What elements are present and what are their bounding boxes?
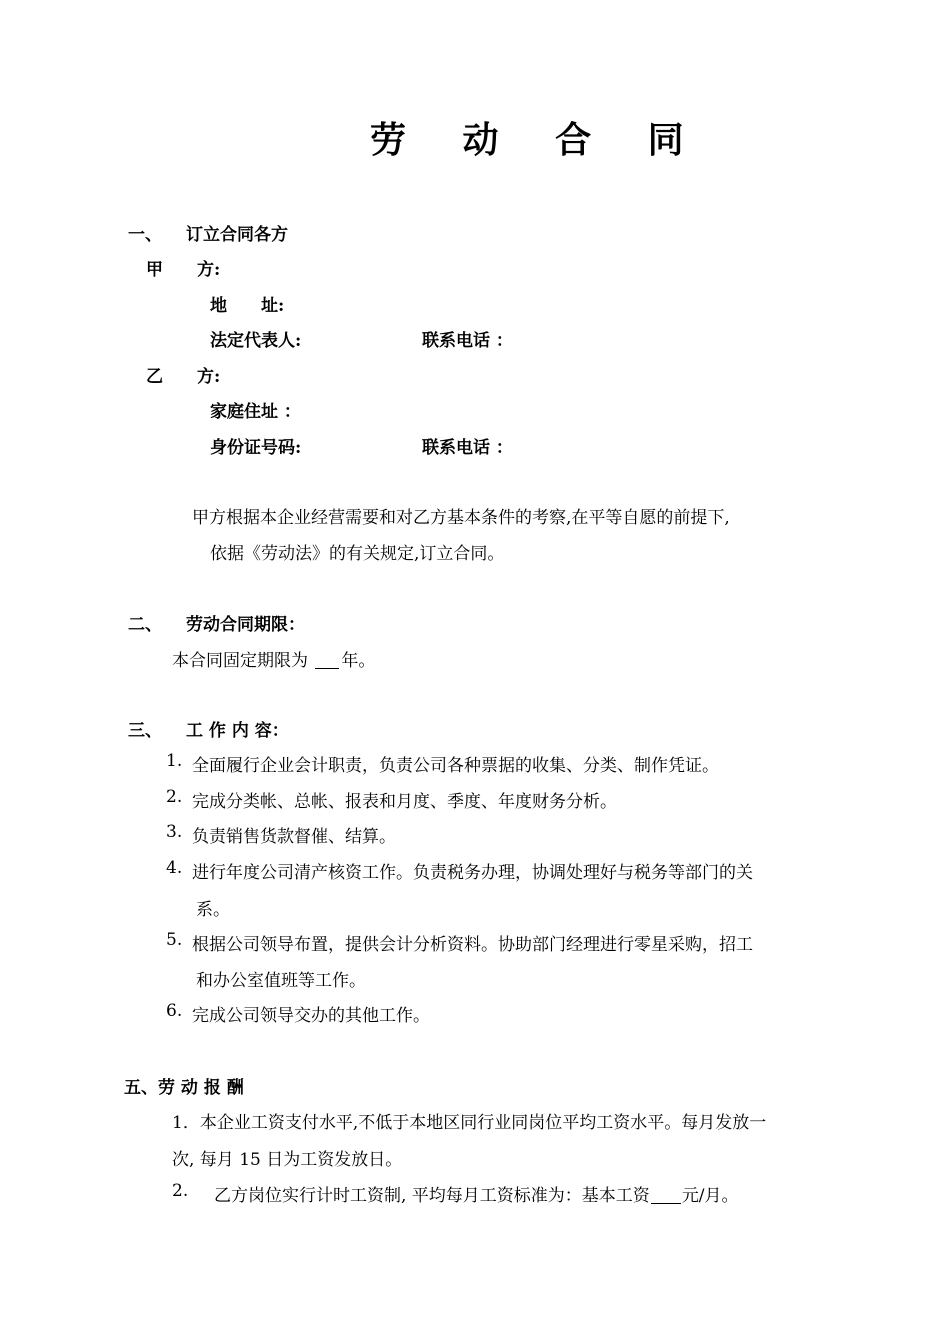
party-b-phone-label: 联系电话 ： xyxy=(422,438,513,458)
duty-item-5-continuation: 和办公室值班等工作。 xyxy=(196,971,366,991)
duty-item-2-text: 完成分类帐、总帐、报表和月度、季度、年度财务分析。 xyxy=(192,792,617,812)
intro-line-1: 甲方根据本企业经营需要和对乙方基本条件的考察,在平等自愿的前提下, xyxy=(192,508,730,528)
duty-item-5-number: 5. xyxy=(166,930,183,950)
section1-heading: 订立合同各方 xyxy=(186,225,288,245)
pay-item-2-prefix: 乙方岗位实行计时工资制, 平均每月工资标准为：基本工资 xyxy=(214,1186,650,1206)
party-a-label: 甲 方: xyxy=(146,260,221,280)
section5-heading: 五、劳 动 报 酬 xyxy=(124,1078,244,1098)
pay-item-1-line-1: 1．本企业工资支付水平,不低于本地区同行业同岗位平均工资水平。每月发放一 xyxy=(172,1113,767,1133)
pay-item-2-text xyxy=(214,1181,739,1206)
contract-term-text xyxy=(172,646,375,671)
duty-item-3-number: 3. xyxy=(166,822,183,842)
duty-item-4-text: 进行年度公司清产核资工作。负责税务办理，协调处理好与税务等部门的关 xyxy=(192,863,753,883)
duty-item-5-text: 根据公司领导布置，提供会计分析资料。协助部门经理进行零星采购，招工 xyxy=(192,935,753,955)
section2-heading: 劳动合同期限： xyxy=(186,615,305,635)
contract-term-suffix: 年。 xyxy=(341,651,376,671)
home-address-label: 家庭住址 ： xyxy=(210,402,301,422)
section3-heading: 工 作 内 容： xyxy=(186,721,289,741)
contract-term-prefix: 本合同固定期限为 xyxy=(172,651,314,671)
duty-item-4-continuation: 系。 xyxy=(196,900,230,920)
duty-item-3-text: 负责销售货款督催、结算。 xyxy=(192,827,396,847)
duty-item-6-text: 完成公司领导交办的其他工作。 xyxy=(192,1006,430,1026)
duty-item-2-number: 2. xyxy=(166,787,183,807)
legal-representative-label: 法定代表人: xyxy=(210,331,302,351)
term-years-blank xyxy=(315,650,339,669)
id-number-label: 身份证号码: xyxy=(210,438,302,458)
intro-line-2: 依据《劳动法》的有关规定,订立合同。 xyxy=(210,544,505,564)
address-label: 地 址: xyxy=(210,296,285,316)
party-a-phone-label: 联系电话 ： xyxy=(422,331,513,351)
pay-item-2-suffix: 元/月。 xyxy=(681,1186,739,1206)
section3-number: 三、 xyxy=(128,721,162,741)
duty-item-4-number: 4. xyxy=(166,858,183,878)
pay-item-1-line-2: 次, 每月 15 日为工资发放日。 xyxy=(172,1150,403,1170)
section2-number: 二、 xyxy=(128,615,162,635)
document-title: 劳 动 合 同 xyxy=(370,119,706,161)
duty-item-6-number: 6. xyxy=(166,1001,183,1021)
duty-item-1-text: 全面履行企业会计职责，负责公司各种票据的收集、分类、制作凭证。 xyxy=(192,756,719,776)
base-salary-blank xyxy=(651,1185,681,1204)
pay-item-2-number: 2. xyxy=(172,1181,189,1201)
party-b-label: 乙 方: xyxy=(146,367,221,387)
section1-number: 一、 xyxy=(128,225,162,245)
duty-item-1-number: 1. xyxy=(166,751,183,771)
